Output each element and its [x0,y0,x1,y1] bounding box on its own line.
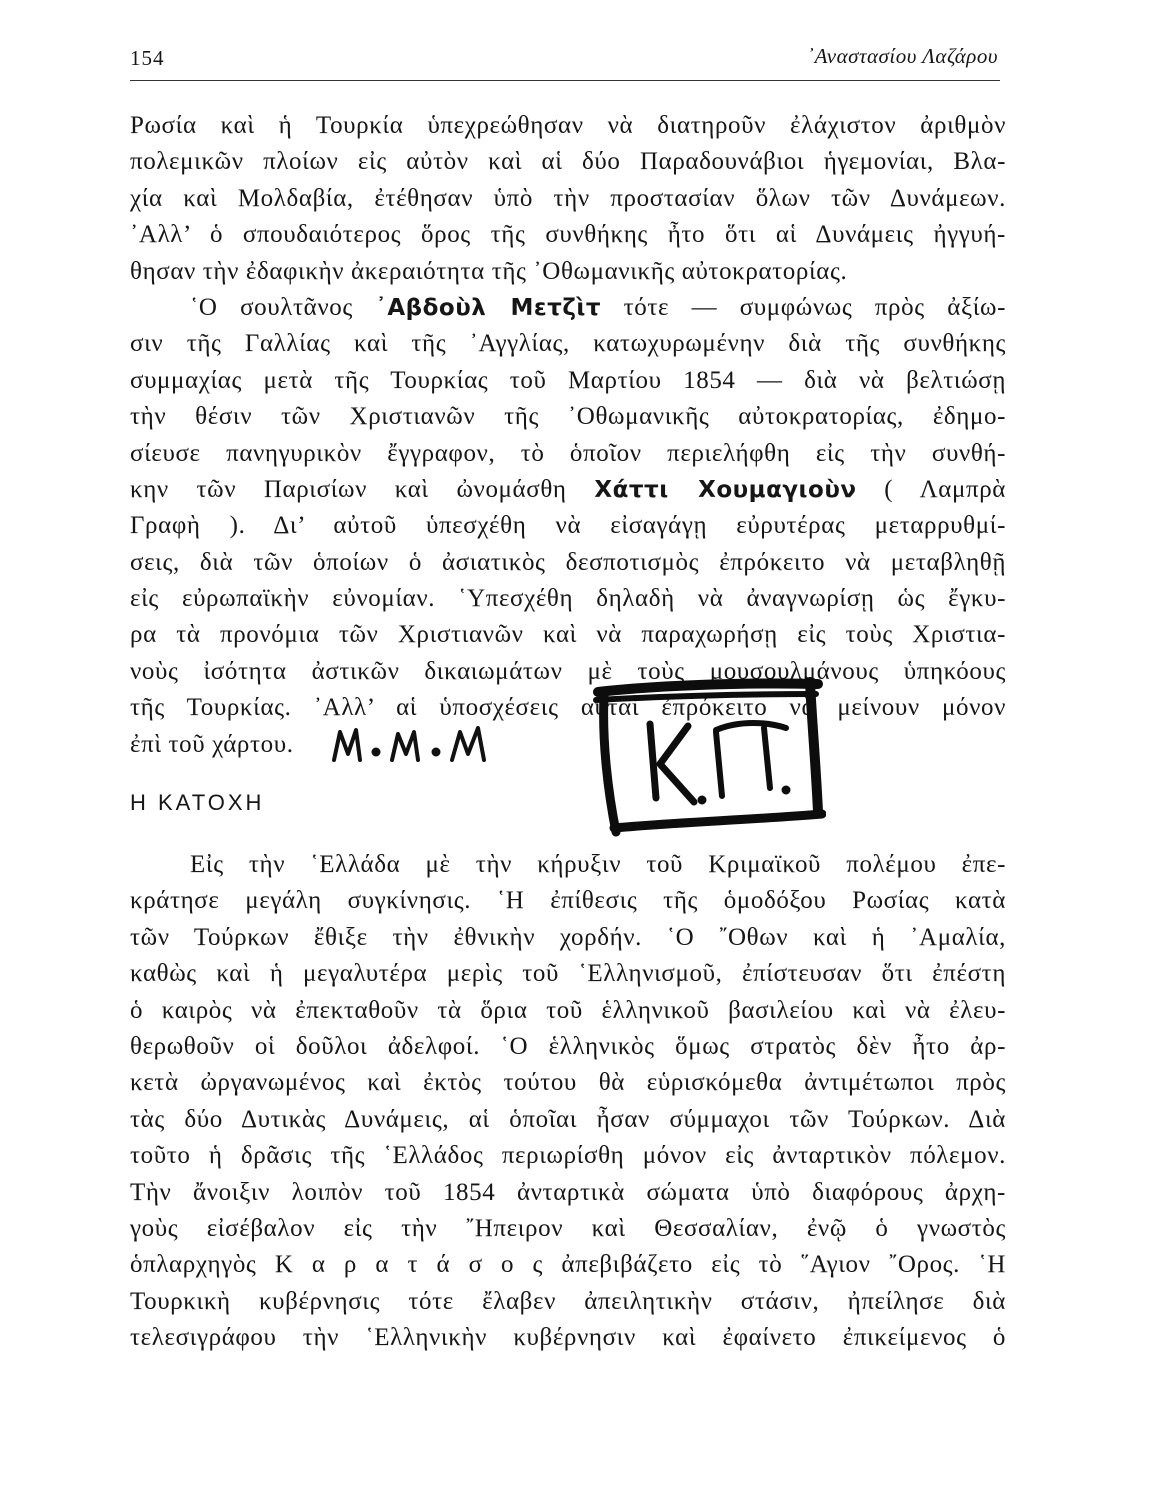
text-line: σίευσε πανηγυρικὸν ἔγγραφον, τὸ ὁποῖον περιελήφθη εἰς τὴν συνθή- [130,439,1006,467]
running-head: ᾿Αναστασίου Λαζάρου [807,44,998,68]
text-line: κετὰ ὠργανωμένος καὶ ἐκτὸς τούτου θὰ εὑρισκόμεθα ἀντιμέτωποι πρὸς [130,1069,1006,1097]
paragraph [130,290,1006,763]
text-line: Γραφὴ ). Δι’ αὐτοῦ ὑπεσχέθη νὰ εἰσαγάγῃ εὐρυτέρας μεταρρυθμί- [130,512,1006,540]
text-run: ( Λαμπρὰ [856,475,1007,503]
text-line: θησαν τὴν ἐδαφικὴν ἀκεραιότητα τῆς ᾿Οθωμανικῆς αὐτοκρατορίας. [130,257,848,285]
text-line: εἰς εὐρωπαϊκὴν εὐνομίαν. ῾Υπεσχέθη δηλαδὴ νὰ ἀναγνωρίσῃ ὡς ἔγκυ- [130,585,1006,613]
text-line: τελεσιγράφου τὴν ῾Ελληνικὴν κυβέρνησιν καὶ ἐφαίνετο ἐπικείμενος ὁ [130,1324,1006,1352]
text-line: τῆς Τουρκίας. ᾿Αλλ’ αἱ ὑποσχέσεις αὐταὶ ἐπρόκειτο νὰ μείνουν μόνον [130,694,1006,722]
text-line: ρα τὰ προνόμια τῶν Χριστιανῶν καὶ νὰ παραχωρήσῃ εἰς τοὺς Χριστια- [130,621,1006,649]
text-line: Τὴν ἄνοιξιν λοιπὸν τοῦ 1854 ἀνταρτικὰ σώματα ὑπὸ διαφόρους ἀρχη- [130,1178,1006,1206]
bold-name: ᾿Αβδοὺλ Μετζὶτ [375,294,602,321]
page-body [130,108,1006,1357]
text-line: θερωθοῦν οἱ δοῦλοι ἀδελφοί. ῾Ο ἑλληνικὸς ὅμως στρατὸς δὲν ἦτο ἀρ- [130,1032,1006,1060]
text-run: τότε — συμφώνως πρὸς ἀξίω- [601,293,1006,321]
text-line: τὰς δύο Δυτικὰς Δυνάμεις, αἱ ὁποῖαι ἦσαν σύμμαχοι τῶν Τούρκων. Διὰ [130,1105,1006,1133]
text-line: Εἰς τὴν ῾Ελλάδα μὲ τὴν κήρυξιν τοῦ Κριμαϊκοῦ πολέμου ἐπε- [190,851,1006,879]
paragraph [130,108,1006,290]
text-line: τοῦτο ἡ δρᾶσις τῆς ῾Ελλάδος περιωρίσθη μόνον εἰς ἀνταρτικὸν πόλεμον. [130,1142,1006,1170]
section-heading: Η ΚΑΤΟΧΗ [130,790,265,816]
text-line: καθὼς καὶ ἡ μεγαλυτέρα μερὶς τοῦ ῾Ελληνισμοῦ, ἐπίστευσαν ὅτι ἐπέστη [130,960,1006,988]
text-run: κην τῶν Παρισίων καὶ ὠνομάσθη [130,475,595,503]
text-line: σεις, διὰ τῶν ὁποίων ὁ ἀσιατικὸς δεσποτισμὸς ἐπρόκειτο νὰ μεταβληθῇ [130,548,1006,576]
text-run: ῾Ο σουλτᾶνος [190,293,376,321]
text-line: συμμαχίας μετὰ τῆς Τουρκίας τοῦ Μαρτίου 1854 — διὰ νὰ βελτιώσῃ [130,366,1006,394]
text-line [130,472,1006,508]
text-line: ἐπὶ τοῦ χάρτου. [130,730,294,758]
text-line: Ρωσία καὶ ἡ Τουρκία ὑπεχρεώθησαν νὰ διατηροῦν ἐλάχιστον ἀριθμὸν [130,112,1006,139]
text-line: κράτησε μεγάλη συγκίνησις. ῾Η ἐπίθεσις τῆς ὁμοδόξου Ρωσίας κατὰ [130,887,1006,915]
text-line: χία καὶ Μολδαβία, ἐτέθησαν ὑπὸ τὴν προστασίαν ὅλων τῶν Δυνάμεων. [130,184,1006,212]
text-line: νοὺς ἰσότητα ἀστικῶν δικαιωμάτων μὲ τοὺς μουσουλμάνους ὑπηκόους [130,657,1006,685]
text-line: σιν τῆς Γαλλίας καὶ τῆς ᾿Αγγλίας, κατωχυρωμένην διὰ τῆς συνθήκης [130,330,1006,358]
text-line: τὴν θέσιν τῶν Χριστιανῶν τῆς ᾿Οθωμανικῆς αὐτοκρατορίας, ἐδημο- [130,403,1006,431]
text-line [130,290,1006,326]
text-line: γοὺς εἰσέβαλον εἰς τὴν ῎Ηπειρον καὶ Θεσσαλίαν, ἐνῷ ὁ γνωστὸς [130,1214,1006,1242]
header-rule [130,80,1000,81]
text-line: τῶν Τούρκων ἔθιξε τὴν ἐθνικὴν χορδήν. ῾Ο ῎Οθων καὶ ἡ ᾿Αμαλία, [130,923,1006,951]
text-line: ᾿Αλλ’ ὁ σπουδαιότερος ὅρος τῆς συνθήκης ἦτο ὅτι αἱ Δυνάμεις ἠγγυή- [130,221,1006,249]
paragraph [130,847,1006,1356]
text-line: Τουρκικὴ κυβέρνησις τότε ἔλαβεν ἀπειλητικὴν στάσιν, ἠπείλησε διὰ [130,1287,1006,1315]
bold-name: Χάττι Χουμαγιοὺν [594,476,857,503]
text-line: ὁ καιρὸς νὰ ἐπεκταθοῦν τὰ ὅρια τοῦ ἑλληνικοῦ βασιλείου καὶ νὰ ἐλευ- [130,996,1006,1024]
text-line: ὁπλαρχηγὸς Κ α ρ α τ ά σ ο ς ἀπεβιβάζετο εἰς τὸ ῞Αγιον ῎Ορος. ῾Η [130,1251,1006,1279]
page-header [130,40,998,74]
page-number: 154 [130,46,165,70]
text-line: πολεμικῶν πλοίων εἰς αὐτὸν καὶ αἱ δύο Παραδουνάβιοι ἡγεμονίαι, Βλα- [130,148,1006,176]
